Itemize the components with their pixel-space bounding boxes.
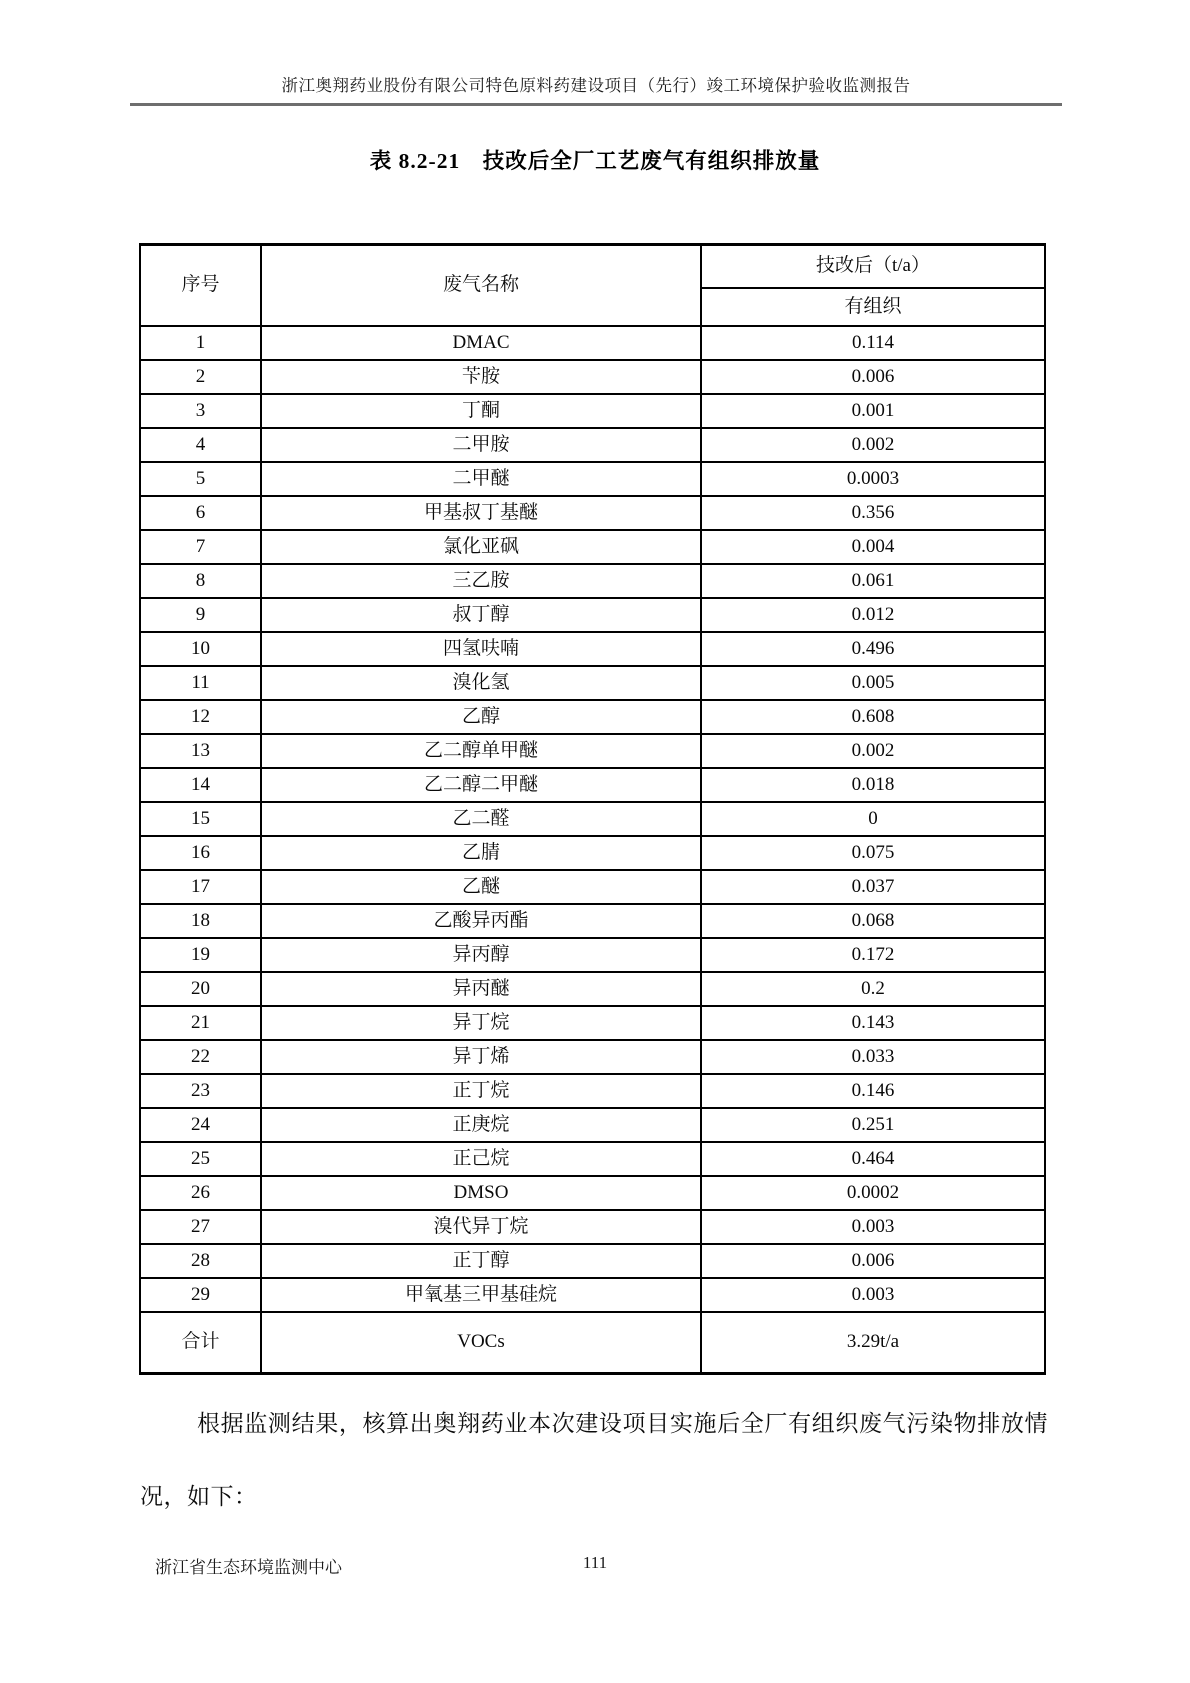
col-header-group: 技改后（t/a）	[701, 245, 1045, 288]
emission-value-cell: 0.003	[701, 1210, 1045, 1244]
emission-value-cell: 0.172	[701, 938, 1045, 972]
table-row	[140, 1006, 1045, 1040]
waste-gas-name-cell: 乙醚	[261, 870, 701, 904]
waste-gas-name-cell: 乙二醛	[261, 802, 701, 836]
page-number: 111	[582, 1553, 608, 1572]
emission-value-cell: 0.0002	[701, 1176, 1045, 1210]
emission-value-cell: 0.037	[701, 870, 1045, 904]
table-row	[140, 734, 1045, 768]
waste-gas-name-cell: 正己烷	[261, 1142, 701, 1176]
table-row	[140, 700, 1045, 734]
waste-gas-name-cell: 异丁烷	[261, 1006, 701, 1040]
table-row	[140, 632, 1045, 666]
table-row	[140, 360, 1045, 394]
waste-gas-name-cell: 乙二醇单甲醚	[261, 734, 701, 768]
emission-value-cell: 0.0003	[701, 462, 1045, 496]
table-row	[140, 598, 1045, 632]
row-index-cell: 5	[140, 462, 261, 496]
emission-value-cell: 0.004	[701, 530, 1045, 564]
table-row	[140, 802, 1045, 836]
row-index-cell: 22	[140, 1040, 261, 1074]
table-row	[140, 1074, 1045, 1108]
row-index-cell: 13	[140, 734, 261, 768]
waste-gas-name-cell: 乙腈	[261, 836, 701, 870]
row-index-cell: 9	[140, 598, 261, 632]
emission-value-cell: 0.012	[701, 598, 1045, 632]
footer-org: 浙江省生态环境监测中心	[155, 1558, 342, 1577]
table-row	[140, 1210, 1045, 1244]
emission-value-cell: 0.114	[701, 326, 1045, 360]
emission-value-cell: 0	[701, 802, 1045, 836]
table-title: 表 8.2-21 技改后全厂工艺废气有组织排放量	[369, 149, 821, 173]
waste-gas-name-cell: 叔丁醇	[261, 598, 701, 632]
waste-gas-name-cell: 正庚烷	[261, 1108, 701, 1142]
row-index-cell: 27	[140, 1210, 261, 1244]
emission-value-cell: 0.075	[701, 836, 1045, 870]
document-header: 浙江奥翔药业股份有限公司特色原料药建设项目（先行）竣工环境保护验收监测报告	[130, 0, 1062, 106]
waste-gas-name-cell: 正丁醇	[261, 1244, 701, 1278]
waste-gas-name-cell: 溴代异丁烷	[261, 1210, 701, 1244]
row-index-cell: 16	[140, 836, 261, 870]
row-index-cell: 24	[140, 1108, 261, 1142]
table-row	[140, 1244, 1045, 1278]
waste-gas-name-cell: 三乙胺	[261, 564, 701, 598]
emission-value-cell: 0.496	[701, 632, 1045, 666]
emission-value-cell: 0.006	[701, 360, 1045, 394]
row-index-cell: 14	[140, 768, 261, 802]
row-index-cell: 12	[140, 700, 261, 734]
row-index-cell: 6	[140, 496, 261, 530]
waste-gas-name-cell: 乙二醇二甲醚	[261, 768, 701, 802]
table-row	[140, 462, 1045, 496]
row-index-cell: 11	[140, 666, 261, 700]
emission-value-cell: 0.018	[701, 768, 1045, 802]
col-header-index: 序号	[140, 245, 261, 326]
row-index-cell: 15	[140, 802, 261, 836]
row-index-cell: 3	[140, 394, 261, 428]
row-index-cell: 25	[140, 1142, 261, 1176]
row-index-cell: 19	[140, 938, 261, 972]
waste-gas-name-cell: 氯化亚砜	[261, 530, 701, 564]
waste-gas-name-cell: 苄胺	[261, 360, 701, 394]
col-header-organized: 有组织	[701, 288, 1045, 326]
row-index-cell: 1	[140, 326, 261, 360]
page-footer	[0, 1553, 1190, 1583]
emission-value-cell: 0.464	[701, 1142, 1045, 1176]
waste-gas-name-cell: 丁酮	[261, 394, 701, 428]
emission-value-cell: 0.033	[701, 1040, 1045, 1074]
col-header-name: 废气名称	[261, 245, 701, 326]
emission-value-cell: 0.002	[701, 734, 1045, 768]
total-value-cell: 3.29t/a	[701, 1312, 1045, 1374]
total-name-cell: VOCs	[261, 1312, 701, 1374]
waste-gas-name-cell: 甲氧基三甲基硅烷	[261, 1278, 701, 1312]
table-row	[140, 530, 1045, 564]
emissions-table	[139, 243, 1046, 1375]
table-row	[140, 666, 1045, 700]
waste-gas-name-cell: 溴化氢	[261, 666, 701, 700]
row-index-cell: 20	[140, 972, 261, 1006]
table-row	[140, 1142, 1045, 1176]
body-paragraph: 根据监测结果，核算出奥翔药业本次建设项目实施后全厂有组织废气污染物排放情况，如下：	[140, 1411, 1048, 1509]
waste-gas-name-cell: 甲基叔丁基醚	[261, 496, 701, 530]
emission-value-cell: 0.143	[701, 1006, 1045, 1040]
row-index-cell: 17	[140, 870, 261, 904]
row-index-cell: 21	[140, 1006, 261, 1040]
table-row	[140, 394, 1045, 428]
header-row-1	[140, 245, 1045, 288]
waste-gas-name-cell: 四氢呋喃	[261, 632, 701, 666]
waste-gas-name-cell: DMSO	[261, 1176, 701, 1210]
row-index-cell: 29	[140, 1278, 261, 1312]
row-index-cell: 4	[140, 428, 261, 462]
emission-value-cell: 0.068	[701, 904, 1045, 938]
row-index-cell: 10	[140, 632, 261, 666]
waste-gas-name-cell: 二甲胺	[261, 428, 701, 462]
emission-value-cell: 0.002	[701, 428, 1045, 462]
table-body	[140, 326, 1045, 1312]
waste-gas-name-cell: 异丁烯	[261, 1040, 701, 1074]
total-row	[140, 1312, 1045, 1374]
table-row	[140, 972, 1045, 1006]
waste-gas-name-cell: DMAC	[261, 326, 701, 360]
total-label-cell: 合计	[140, 1312, 261, 1374]
waste-gas-name-cell: 正丁烷	[261, 1074, 701, 1108]
table-row	[140, 836, 1045, 870]
emission-value-cell: 0.2	[701, 972, 1045, 1006]
table-row	[140, 564, 1045, 598]
table-row	[140, 428, 1045, 462]
table-total	[140, 1312, 1045, 1374]
table-row	[140, 1278, 1045, 1312]
table-row	[140, 870, 1045, 904]
table-row	[140, 496, 1045, 530]
emission-value-cell: 0.003	[701, 1278, 1045, 1312]
row-index-cell: 7	[140, 530, 261, 564]
table-row	[140, 1108, 1045, 1142]
emission-value-cell: 0.608	[701, 700, 1045, 734]
waste-gas-name-cell: 二甲醚	[261, 462, 701, 496]
row-index-cell: 18	[140, 904, 261, 938]
waste-gas-name-cell: 乙醇	[261, 700, 701, 734]
row-index-cell: 2	[140, 360, 261, 394]
waste-gas-name-cell: 异丙醇	[261, 938, 701, 972]
waste-gas-name-cell: 异丙醚	[261, 972, 701, 1006]
table-row	[140, 904, 1045, 938]
row-index-cell: 28	[140, 1244, 261, 1278]
table-row	[140, 938, 1045, 972]
emission-value-cell: 0.005	[701, 666, 1045, 700]
table-header	[140, 245, 1045, 326]
table-row	[140, 326, 1045, 360]
waste-gas-name-cell: 乙酸异丙酯	[261, 904, 701, 938]
row-index-cell: 8	[140, 564, 261, 598]
row-index-cell: 23	[140, 1074, 261, 1108]
emission-value-cell: 0.001	[701, 394, 1045, 428]
table-row	[140, 1176, 1045, 1210]
emission-value-cell: 0.061	[701, 564, 1045, 598]
emission-value-cell: 0.356	[701, 496, 1045, 530]
emission-value-cell: 0.146	[701, 1074, 1045, 1108]
table-row	[140, 768, 1045, 802]
emission-value-cell: 0.006	[701, 1244, 1045, 1278]
row-index-cell: 26	[140, 1176, 261, 1210]
table-row	[140, 1040, 1045, 1074]
emission-value-cell: 0.251	[701, 1108, 1045, 1142]
